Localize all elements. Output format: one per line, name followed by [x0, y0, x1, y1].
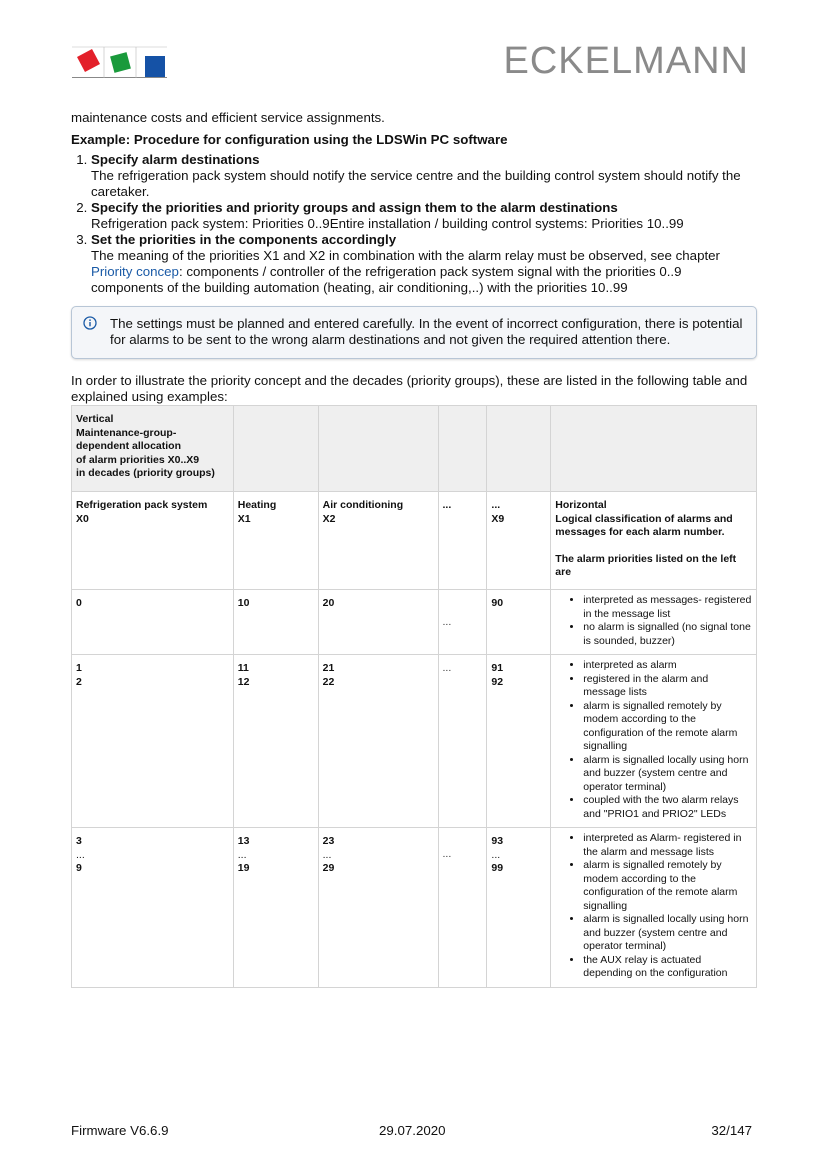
step-2-title: 2. Specify the priorities and priority groups and assign them to the alarm destinations — [91, 200, 618, 215]
cell-x2 — [318, 828, 438, 988]
list-item: • the AUX relay is actuated depending on the configuration — [583, 954, 752, 981]
priority-concept-link[interactable]: Priority concep — [91, 264, 179, 279]
step-3-title: 3. Set the priorities in the components accordingly — [91, 232, 397, 247]
col-name: Air conditioning — [322, 499, 404, 511]
horizontal-desc2: The alarm priorities listed on the left are — [555, 552, 737, 578]
cell-value: ... — [322, 848, 332, 861]
col-name: ... — [491, 499, 501, 511]
cell-value: ... — [442, 615, 452, 628]
info-icon — [83, 316, 97, 330]
header-line: Maintenance-group- — [76, 426, 177, 439]
col-x1-header — [233, 492, 318, 590]
cell-description — [551, 828, 757, 988]
footer-date: 29.07.2020 — [379, 1123, 446, 1138]
col-dots-header — [438, 492, 487, 590]
cell-x2 — [318, 655, 438, 828]
table-row — [72, 655, 757, 828]
cell-value: 19 — [237, 862, 250, 874]
table-column-row — [72, 492, 757, 590]
steps-list — [71, 152, 757, 296]
step-2 — [91, 200, 757, 232]
page-content — [71, 110, 757, 988]
col-horizontal-header — [551, 492, 757, 590]
col-name: ... — [442, 499, 452, 511]
cell-x0 — [72, 655, 234, 828]
cell-x2 — [318, 590, 438, 655]
cell-x0 — [72, 590, 234, 655]
logo-red-square — [77, 49, 100, 72]
cell-value: 22 — [322, 675, 335, 688]
cell-value: 13 — [237, 835, 250, 847]
list-item: • coupled with the two alarm relays and "PRIO1 and PRIO2" LEDs — [583, 794, 752, 821]
step-3-text — [91, 248, 757, 296]
table-row — [72, 828, 757, 988]
example-heading: Example: Procedure for configuration using the LDSWin PC software — [71, 132, 508, 147]
cell-description — [551, 590, 757, 655]
header-line: dependent allocation — [76, 440, 182, 452]
col-code: X0 — [76, 512, 89, 525]
cell-value: ... — [491, 848, 501, 861]
header-empty-cell — [318, 406, 438, 492]
eckelmann-logo — [72, 46, 167, 78]
intro-text: maintenance costs and efficient service assignments. — [71, 110, 385, 125]
logo-green-square — [110, 52, 131, 73]
col-x0-header — [72, 492, 234, 590]
cell-dots — [438, 655, 487, 828]
step-3 — [91, 232, 757, 296]
header-empty-cell — [487, 406, 551, 492]
col-code: X9 — [491, 512, 505, 525]
horizontal-desc: Logical classification of alarms and messages for each alarm number. — [555, 512, 733, 538]
cell-value: ... — [237, 848, 247, 861]
step-1-title: 1. Specify alarm destinations — [91, 152, 260, 167]
logo-blue-square — [145, 56, 165, 77]
info-note-text: The settings must be planned and entered carefully. In the event of incorrect configuration, there is potential for alarms to be sent to the wrong alarm destinations and not given the required attention there. — [110, 316, 743, 347]
col-x2-header — [318, 492, 438, 590]
cell-value: 0 — [76, 597, 82, 609]
horizontal-title: Horizontal — [555, 499, 607, 511]
col-code: X2 — [322, 512, 336, 525]
cell-value: 90 — [491, 597, 504, 609]
step-1-text: The refrigeration pack system should notify the service centre and the building control system should notify the caretaker. — [91, 168, 741, 199]
col-name: Heating — [237, 499, 277, 511]
cell-value: ... — [442, 662, 452, 674]
cell-x9 — [487, 828, 551, 988]
header-empty-cell — [551, 406, 757, 492]
header-vertical-cell — [72, 406, 234, 492]
cell-description — [551, 655, 757, 828]
brand-wordmark: ECKELMANN — [503, 40, 749, 82]
cell-value: 92 — [491, 675, 504, 688]
cell-value: 21 — [322, 662, 335, 674]
footer-page-number: 32/147 — [711, 1123, 752, 1138]
cell-value: 99 — [491, 862, 504, 874]
cell-value: 29 — [322, 862, 335, 874]
cell-value: 12 — [237, 675, 250, 688]
cell-value: 91 — [491, 662, 504, 674]
list-item: • interpreted as messages- registered in the message list — [583, 594, 752, 621]
table-row — [72, 590, 757, 655]
col-code: X1 — [237, 512, 251, 525]
header-line: in decades (priority groups) — [76, 467, 215, 479]
header-empty-cell — [438, 406, 487, 492]
cell-value: 93 — [491, 835, 504, 847]
info-note — [71, 306, 757, 359]
table-intro: In order to illustrate the priority concept and the decades (priority groups), these are listed in the following table and explained using examples: — [71, 373, 748, 404]
step-3-text-before: The meaning of the priorities X1 and X2 in combination with the alarm relay must be observed, see chapter — [91, 248, 720, 263]
cell-dots — [438, 590, 487, 655]
list-item: • interpreted as alarm — [583, 659, 752, 673]
cell-value: 11 — [237, 662, 249, 674]
cell-value: 20 — [322, 597, 335, 609]
cell-x9 — [487, 590, 551, 655]
cell-dots — [438, 828, 487, 988]
cell-value: 9 — [76, 862, 82, 874]
list-item: • interpreted as Alarm- registered in the alarm and message lists — [583, 832, 752, 859]
list-item: • alarm is signalled locally using horn and buzzer (system centre and operator terminal) — [583, 913, 752, 954]
header-line: of alarm priorities X0..X9 — [76, 453, 200, 466]
cell-value: ... — [442, 848, 452, 860]
cell-x1 — [233, 590, 318, 655]
list-item: • alarm is signalled remotely by modem according to the configuration of the remote alarm signalling — [583, 700, 752, 754]
table-header-row — [72, 406, 757, 492]
header-line: Vertical — [76, 413, 114, 425]
cell-x1 — [233, 828, 318, 988]
header-empty-cell — [233, 406, 318, 492]
footer-firmware: Firmware V6.6.9 — [71, 1123, 169, 1138]
step-3-text-after: : components / controller of the refrigeration pack system signal with the priorities 0..9 components of the building automation (heating, air conditioning,..) with the priorities 10..99 — [91, 264, 682, 295]
list-item: • no alarm is signalled (no signal tone is sounded, buzzer) — [583, 621, 752, 648]
col-x9-header — [487, 492, 551, 590]
col-name: Refrigeration pack system — [76, 499, 208, 511]
cell-value: 10 — [237, 597, 250, 609]
cell-value: 1 — [76, 662, 82, 674]
list-item: • alarm is signalled locally using horn and buzzer (system centre and operator terminal) — [583, 754, 752, 795]
cell-x9 — [487, 655, 551, 828]
cell-x1 — [233, 655, 318, 828]
step-2-text: Refrigeration pack system: Priorities 0..9Entire installation / building control systems: Priorities 10..99 — [91, 216, 684, 231]
cell-x0 — [72, 828, 234, 988]
cell-value: 23 — [322, 835, 335, 847]
cell-value: ... — [76, 848, 85, 861]
priority-table — [71, 405, 757, 988]
list-item: • alarm is signalled remotely by modem according to the configuration of the remote alarm signalling — [583, 859, 752, 913]
cell-value: 3 — [76, 835, 82, 847]
step-1 — [91, 152, 757, 200]
list-item: • registered in the alarm and message lists — [583, 673, 752, 700]
cell-value: 2 — [76, 675, 82, 688]
